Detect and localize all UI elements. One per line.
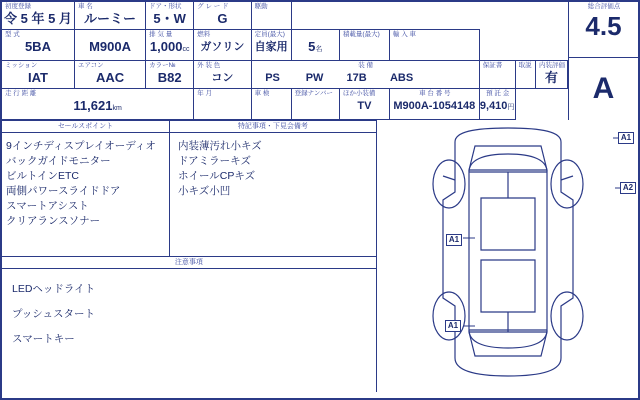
equipment-pw: PW <box>305 72 324 84</box>
label-shaken: 車 検 <box>254 90 270 97</box>
label-plate-number: 登録ナンバー <box>294 90 333 97</box>
score-cell <box>569 2 638 58</box>
sell-point-item: スマートアシスト <box>6 200 89 212</box>
cell-warranty <box>479 61 515 89</box>
damage-label-a1-mid: A1 <box>446 234 462 246</box>
value-deposit: 9,410 <box>479 100 508 112</box>
value-door-shape: 5・W <box>153 11 186 26</box>
label-deposit: 預 託 金 <box>486 90 510 97</box>
unit-capacity: 名 <box>315 46 323 53</box>
note-item: 小キズ小凹 <box>178 185 231 197</box>
cell-car-name <box>74 2 145 30</box>
cell-door-shape <box>146 2 194 30</box>
value-first-registration: 令 5 年 5 月 <box>4 11 72 26</box>
cell-deposit <box>479 89 515 120</box>
unit-deposit: 円 <box>507 104 515 111</box>
label-other-equipment: ほか小装備 <box>342 90 376 97</box>
value-exterior-color: コン <box>211 72 234 84</box>
cell-grade <box>194 2 251 30</box>
cell-model-code-prefix <box>2 30 74 61</box>
cell-interior-eval <box>536 61 568 89</box>
sell-point-item: 9インチディスプレイオーディオ <box>6 140 156 152</box>
label-use-type: 定員(最大) <box>254 31 285 38</box>
cell-model-code <box>74 30 145 61</box>
cell-use-type <box>251 30 291 61</box>
caution-item: スマートキー <box>12 333 75 345</box>
cell-mileage <box>2 89 194 120</box>
damage-label-a1-low: A1 <box>445 320 461 332</box>
unit-displacement: cc <box>182 46 190 53</box>
cell-first-registration <box>2 2 74 30</box>
label-first-registration: 初度登録 <box>5 3 31 10</box>
label-displacement: 排 気 量 <box>149 31 173 38</box>
label-overall-score: 総合評価点 <box>587 3 621 10</box>
value-import <box>390 39 479 57</box>
value-mileage: 11,621 <box>73 98 113 113</box>
value-model-code: M900A <box>89 39 131 54</box>
value-model-code-prefix: 5BA <box>24 39 51 54</box>
cell-chassis-number <box>389 89 479 120</box>
label-equipment: 装 備 <box>358 62 374 69</box>
note-item: ドアミラーキズ <box>178 155 251 167</box>
value-year-month <box>194 98 250 116</box>
value-plate-number <box>292 98 339 116</box>
cell-aircon <box>74 61 145 89</box>
cell-plate-number <box>291 89 339 120</box>
car-damage-diagram <box>376 120 638 392</box>
cell-fuel <box>194 30 251 61</box>
equipment-17b: 17B <box>346 72 367 84</box>
label-mileage: 走 行 距 離 <box>5 90 37 97</box>
label-model-code <box>75 30 145 39</box>
value-aircon: AAC <box>95 70 125 85</box>
label-model-code-prefix: 型 式 <box>5 31 20 38</box>
label-interior-eval: 内装評価 <box>539 62 565 69</box>
cell-other-equipment <box>339 89 389 120</box>
caution-item: LEDヘッドライト <box>12 283 96 295</box>
caution-head: 注意事項 <box>2 257 376 269</box>
label-transmission: ミッション <box>5 62 38 69</box>
caution-section <box>2 256 376 392</box>
value-use-type: 自家用 <box>254 41 288 53</box>
value-shaken <box>252 98 291 116</box>
sell-points-head: セールスポイント <box>2 121 169 133</box>
value-grade: G <box>217 11 228 26</box>
label-aircon: エアコン <box>77 62 104 69</box>
damage-label-a2: A2 <box>620 182 636 194</box>
cell-drive <box>251 2 291 30</box>
cell-year-month <box>194 89 251 120</box>
value-fuel: ガソリン <box>200 41 245 53</box>
car-outline-svg <box>377 120 640 390</box>
note-item: ホイールCPキズ <box>178 170 256 182</box>
label-chassis-number: 車 台 番 号 <box>419 90 451 97</box>
notes-section <box>170 121 376 256</box>
text-sections <box>2 120 376 392</box>
sell-point-item: ビルトインETC <box>6 170 79 182</box>
label-door-shape: ドア・形状 <box>149 3 182 10</box>
value-capacity: 5 <box>308 39 316 54</box>
cell-equipment <box>251 61 479 89</box>
label-grade: グ レ ー ド <box>197 3 229 10</box>
value-interior-eval: 有 <box>544 70 558 85</box>
damage-label-a1-top: A1 <box>618 132 634 144</box>
sell-points-section <box>2 121 170 256</box>
value-chassis-number: M900A-1054148 <box>393 100 476 112</box>
value-tv: TV <box>357 100 372 112</box>
label-exterior-color: 外 装 色 <box>197 62 221 69</box>
label-load-capacity: 積載量(最大) <box>342 31 380 38</box>
value-car-name: ルーミー <box>84 11 137 26</box>
sell-point-item: バックガイドモニター <box>6 155 111 167</box>
value-warranty <box>480 70 515 88</box>
value-manual <box>516 70 535 88</box>
sell-point-item: クリアランスソナー <box>6 215 101 227</box>
label-warranty: 保証書 <box>482 62 503 69</box>
label-drive: 駆動 <box>254 3 268 10</box>
value-drive <box>252 11 291 13</box>
note-item: 内装薄汚れ小キズ <box>178 140 262 152</box>
value-displacement: 1,000 <box>149 39 183 54</box>
cell-exterior-color <box>194 61 251 89</box>
label-color-no: カラー№ <box>149 62 176 69</box>
value-grade-letter: A <box>592 72 615 105</box>
label-year-month: 年 月 <box>197 90 212 97</box>
cell-manual <box>515 61 535 89</box>
label-capacity <box>292 30 339 39</box>
cell-shaken <box>251 89 291 120</box>
value-color-no: B82 <box>157 70 182 85</box>
cell-color-no <box>146 61 194 89</box>
value-overall-score: 4.5 <box>585 11 622 41</box>
caution-item: プッシュスタート <box>12 308 96 320</box>
cell-load-capacity <box>339 30 389 61</box>
label-manual: 取説 <box>518 62 532 69</box>
cell-transmission <box>2 61 74 89</box>
label-fuel: 燃料 <box>197 31 211 38</box>
equipment-abs: ABS <box>389 72 414 84</box>
vehicle-info-block <box>2 2 638 120</box>
cell-displacement <box>146 30 194 61</box>
label-car-name: 車 名 <box>77 3 93 10</box>
notes-head: 特記事項・下見会備考 <box>170 121 376 133</box>
grade-cell <box>569 58 638 120</box>
value-load-capacity <box>340 39 389 57</box>
overall-score-block <box>568 2 638 120</box>
lower-block <box>2 120 638 392</box>
sell-point-item: 両側パワースライドドア <box>6 185 121 197</box>
unit-mileage: km <box>112 105 122 112</box>
cell-import <box>389 30 479 61</box>
cell-capacity <box>291 30 339 61</box>
label-import: 輸 入 車 <box>392 31 417 38</box>
equipment-ps: PS <box>265 72 280 84</box>
value-transmission: IAT <box>27 70 48 85</box>
